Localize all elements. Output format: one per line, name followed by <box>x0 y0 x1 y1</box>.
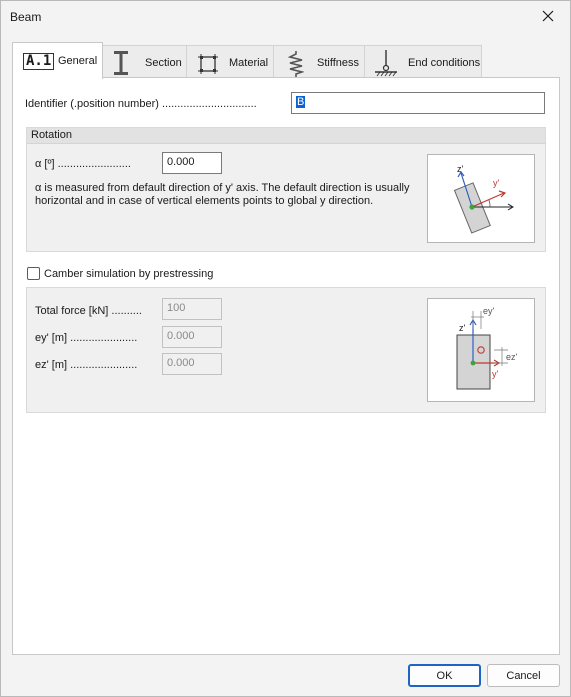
rotation-note: α is measured from default direction of y' axis. The default direction is usually horizontal and in case of vertical elements points to global y direction. <box>35 182 410 207</box>
rotation-title: Rotation <box>31 129 72 141</box>
tab-section[interactable] <box>102 45 187 78</box>
camber-checkbox-label: Camber simulation by prestressing <box>44 268 214 280</box>
tab-material[interactable] <box>186 45 274 78</box>
i-beam-icon <box>113 50 129 76</box>
identifier-label: Identifier (.position number) ............................... <box>25 98 257 110</box>
ez-input[interactable]: 0.000 <box>162 353 222 375</box>
camber-z-label: z' <box>459 323 466 333</box>
identifier-value: B <box>297 96 305 108</box>
rotation-header <box>27 128 545 144</box>
title-bar <box>1 1 570 31</box>
rotation-z-label: z' <box>457 164 464 174</box>
camber-checkbox[interactable] <box>27 267 40 280</box>
tab-stiffness[interactable] <box>273 45 365 78</box>
total-force-input[interactable]: 100 <box>162 298 222 320</box>
close-button[interactable] <box>530 3 566 29</box>
identifier-input[interactable] <box>291 92 545 114</box>
tab-end-conditions[interactable] <box>364 45 482 78</box>
alpha-label: α [º] ........................ <box>35 158 131 170</box>
close-icon <box>542 10 554 22</box>
rotation-group <box>26 127 546 252</box>
camber-y-label: y' <box>492 369 499 379</box>
total-force-label: Total force [kN] .......... <box>35 305 142 317</box>
general-panel <box>12 77 560 655</box>
spring-icon <box>288 50 304 78</box>
tab-label: End conditions <box>408 57 481 69</box>
cancel-button[interactable]: Cancel <box>487 664 560 687</box>
camber-section-icon <box>428 299 534 401</box>
camber-group <box>26 287 546 413</box>
material-cube-icon <box>197 53 219 75</box>
tab-label: Stiffness <box>317 57 359 69</box>
rotation-y-label: y' <box>493 178 500 188</box>
rotation-diagram <box>427 154 535 243</box>
a1-icon: A.1 <box>23 53 54 70</box>
tab-label: Material <box>229 57 269 69</box>
camber-ey-label: ey' <box>483 306 495 316</box>
alpha-input[interactable]: 0.000 <box>162 152 222 174</box>
tab-bar <box>12 42 560 78</box>
camber-ez-label: ez' <box>506 352 518 362</box>
tab-label: General <box>58 55 98 67</box>
ok-button[interactable]: OK <box>408 664 481 687</box>
rotation-axes-icon <box>428 155 534 242</box>
tab-general[interactable] <box>12 42 103 79</box>
tab-label: Section <box>145 57 182 69</box>
ey-label: ey' [m] ...................... <box>35 332 138 344</box>
ey-input[interactable]: 0.000 <box>162 326 222 348</box>
support-icon <box>373 49 399 77</box>
camber-diagram <box>427 298 535 402</box>
ez-label: ez' [m] ...................... <box>35 359 138 371</box>
window-title: Beam <box>10 10 42 24</box>
